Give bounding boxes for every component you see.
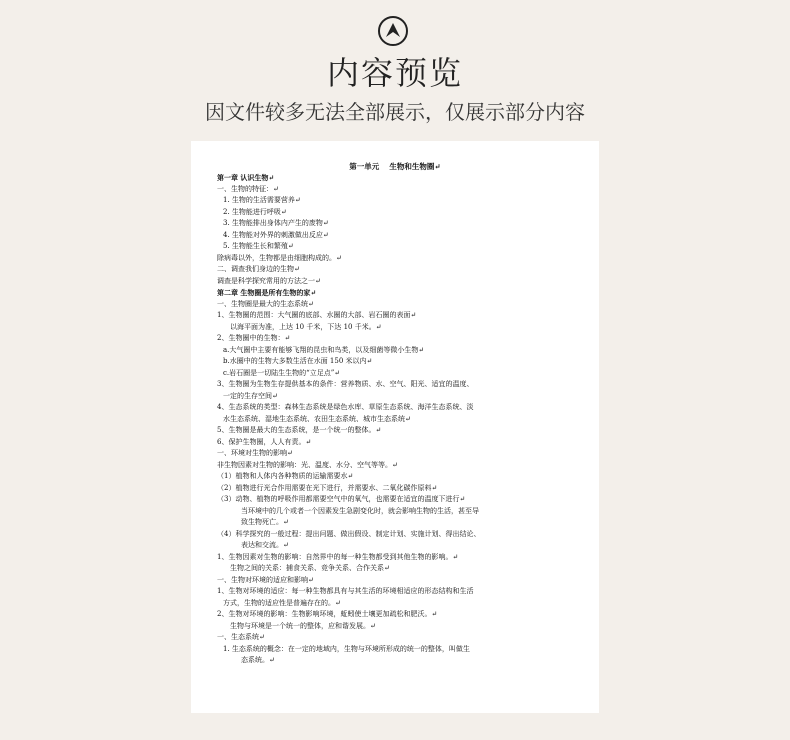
document-line: 以海平面为准，上达 10 千米，下达 10 千米。↵	[230, 322, 382, 331]
document-line: 4. 生物能对外界的刺激做出反应↵	[223, 230, 329, 239]
document-line: c.岩石圈是一切陆生生物的“立足点”↵	[223, 368, 341, 377]
document-line: （1）植物和人体内各种物质的运输需要水↵	[217, 472, 354, 480]
document-line: （3）动物、植物的呼吸作用都需要空气中的氧气，也需要在适宜的温度下进行↵	[217, 495, 466, 503]
document-line: 5、生物圈是最大的生态系统，是一个统一的整体。↵	[217, 426, 382, 434]
document-line: 一、生物圈是最大的生态系统↵	[217, 299, 314, 308]
document-line: 生物与环境是一个统一的整体，应和谐发展。↵	[230, 621, 376, 630]
document-line: 非生物因素对生物的影响：光、温度、水分、空气等等。↵	[217, 460, 398, 469]
document-line: 2. 生物能进行呼吸↵	[223, 207, 287, 216]
document-line: 1、生物因素对生物的影响：自然界中的每一种生物都受到其他生物的影响。↵	[217, 552, 459, 561]
document-line: 一定的生存空间↵	[223, 391, 278, 400]
document-line: 一、生物对环境的适应和影响↵	[217, 575, 314, 584]
document-line: 3. 生物能排出身体内产生的废物↵	[223, 219, 329, 227]
document-line: 方式，生物的适应性是普遍存在的。↵	[223, 598, 341, 607]
document-line: 2、生物圈中的生物：↵	[217, 334, 291, 342]
document-preview	[191, 141, 599, 713]
document-line: 1. 生物的生活需要营养↵	[223, 196, 301, 204]
document-line: 一、生态系统↵	[217, 633, 265, 641]
document-heading: 第一章 认识生物↵	[217, 173, 275, 182]
document-line: 态系统。↵	[241, 656, 275, 664]
document-line: 表达和交流。↵	[241, 541, 289, 549]
document-line: 调查是科学探究常用的方法之一↵	[217, 276, 321, 285]
document-line: 1. 生态系统的概念：在一定的地域内，生物与环境所形成的统一的整体，叫做生	[223, 644, 470, 653]
document-line: 2、生物对环境的影响：生物影响环境，蚯蚓使土壤更加疏松和肥沃。↵	[217, 610, 438, 618]
document-line: 一、生物的特征：↵	[217, 184, 279, 193]
document-line: 一、环境对生物的影响↵	[217, 449, 293, 457]
page-title: 内容预览	[326, 54, 463, 92]
chevron-up-icon	[385, 21, 401, 41]
document-line: （4）科学探究的一般过程：提出问题、做出假设、制定计划、实施计划、得出结论、	[217, 529, 481, 538]
document-line: 6、保护生物圈，人人有责。↵	[217, 437, 312, 446]
document-heading: 第二章 生物圈是所有生物的家↵	[217, 288, 317, 297]
chevron-up-circle-icon[interactable]	[378, 16, 408, 46]
document-line: 4、生态系统的类型：森林生态系统是绿色水库、草原生态系统、海洋生态系统、淡	[217, 403, 474, 411]
document-line: 1、生物圈的范围：大气圈的底部、水圈的大部、岩石圈的表面↵	[217, 311, 417, 319]
document-line: 除病毒以外，生物都是由细胞构成的。↵	[217, 253, 342, 262]
document-line: （2）植物进行光合作用需要在光下进行，并需要水、二氧化碳作原料↵	[217, 483, 438, 492]
document-line: 致生物死亡。↵	[241, 518, 289, 526]
document-line: 5. 生物能生长和繁殖↵	[223, 242, 294, 250]
document-line: a.大气圈中主要有能够飞翔的昆虫和鸟类，以及细菌等微小生物↵	[223, 345, 425, 354]
document-body	[217, 172, 577, 667]
document-line: b.水圈中的生物大多数生活在水面 150 米以内↵	[223, 357, 373, 365]
document-line: 当环境中的几个或者一个因素发生急剧变化时，就会影响生物的生活，甚至导	[241, 506, 479, 515]
document-line: 生物之间的关系：捕食关系、竞争关系、合作关系↵	[230, 564, 390, 572]
document-title: 第一单元 生物和生物圈↵	[349, 162, 441, 171]
page-subtitle: 因文件较多无法全部展示，仅展示部分内容	[205, 100, 585, 124]
document-line: 水生态系统、湿地生态系统、农田生态系统、城市生态系统↵	[223, 414, 411, 423]
document-line: 二、调查我们身边的生物↵	[217, 265, 300, 273]
document-line: 1、生物对环境的适应：每一种生物都具有与其生活的环境相适应的形态结构和生活	[217, 587, 474, 595]
document-line: 3、生物圈为生物生存提供基本的条件：营养物质、水、空气、阳光、适宜的温度、	[217, 380, 474, 388]
